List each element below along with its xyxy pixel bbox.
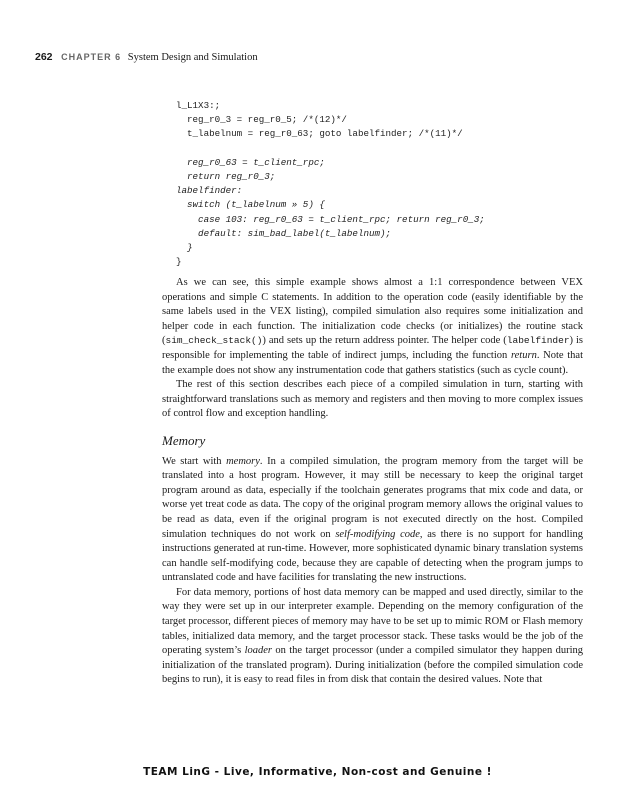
paragraph: The rest of this section describes each piece of a compiled simulation in turn, starting with straightforward translations such as memory and registers and then moving to more complex issues of control flow and exception handling. bbox=[162, 379, 583, 420]
text-run: on the target processor (under a compiled simulator they happen during initialization of the translated program). During initialization (before the compiled simulation code begins to run), it is easy to read files in from disk that contain the desired values. Note that bbox=[162, 645, 583, 686]
emphasis: loader bbox=[244, 645, 272, 657]
code-line: reg_r0_3 = reg_r0_5; /*(12)*/ bbox=[176, 114, 347, 126]
section-heading: Memory bbox=[162, 432, 206, 448]
code-line: return reg_r0_3; bbox=[176, 170, 276, 182]
text-run: . In a compiled simulation, the program memory from the target will be translated into a host program. However, it may still be necessary to keep the original target program around as data, especially if the toolchain generates programs that mix code and data, or worse yet treat code as data. The copy of the original program memory allows the original values to be read as data, even if the original program is not executed directly on the host. Compiled simulation techniques do not work on bbox=[162, 455, 583, 540]
footer-banner: TEAM LinG - Live, Informative, Non-cost and Genuine ! bbox=[143, 766, 492, 778]
emphasis: return bbox=[510, 349, 537, 361]
code-line: t_labelnum = reg_r0_63; goto labelfinder; /*(11)*/ bbox=[176, 128, 463, 140]
inline-code: sim_check_stack() bbox=[165, 335, 263, 347]
text-run: As we can see, this simple example shows almost a 1:1 correspondence between VEX operations and simple C statements. In addition to the operation code (easily identifiable by the same labels used in the VEX listing), compiled simulation also requires some initialization and helper code in each function. The initialization code checks (or initializes) the routine stack ( bbox=[162, 277, 583, 347]
emphasis: memory bbox=[226, 455, 260, 467]
paragraph bbox=[162, 586, 583, 688]
paragraph bbox=[162, 455, 583, 586]
inline-code: labelfinder bbox=[506, 335, 570, 347]
chapter-label: CHAPTER 6 bbox=[61, 52, 122, 62]
emphasis: self-modifying code bbox=[335, 528, 420, 540]
text-run: ) and sets up the return address pointer. The helper code ( bbox=[262, 335, 507, 347]
code-line: case 103: reg_r0_63 = t_client_rpc; return reg_r0_3; bbox=[176, 213, 485, 225]
running-header bbox=[35, 51, 258, 63]
page-number: 262 bbox=[35, 51, 53, 63]
paragraph bbox=[162, 276, 583, 378]
text-run: For data memory, portions of host data memory can be mapped and used directly, similar to the way they were set up in our interpreter example. Depending on the memory configuration of the target processor, different pieces of memory may have to be set up to mimic ROM or Flash memory tables, initialized data memory, and the target processor stack. These tasks would be the job of the operating system’s bbox=[162, 586, 583, 657]
text-run: ) is responsible for implementing the table of indirect jumps, including the function bbox=[162, 335, 583, 361]
code-line: labelfinder: bbox=[176, 185, 243, 197]
code-line: l_L1X3:; bbox=[176, 100, 221, 111]
code-line: switch (t_labelnum » 5) { bbox=[176, 199, 325, 211]
code-listing bbox=[176, 99, 485, 269]
body-text bbox=[162, 276, 583, 688]
text-run: We start with bbox=[162, 455, 227, 467]
code-line: reg_r0_63 = t_client_rpc; bbox=[176, 156, 325, 168]
chapter-title: System Design and Simulation bbox=[127, 52, 258, 63]
code-line bbox=[176, 142, 485, 156]
code-line: } bbox=[176, 256, 182, 268]
text-run: . Note that the example does not show any instrumentation code that gathers statistics (such as cycle count). bbox=[162, 349, 584, 376]
code-line: default: sim_bad_label(t_labelnum); bbox=[176, 227, 392, 239]
code-line: } bbox=[176, 241, 193, 253]
text-run: , as there is no support for handling instructions generated at run-time. However, more sophisticated dynamic binary translation systems can handle self-modifying code, because they are capable of detecting when the program jumps to untranslated code and have facilities for translating the new instructions. bbox=[162, 528, 583, 584]
